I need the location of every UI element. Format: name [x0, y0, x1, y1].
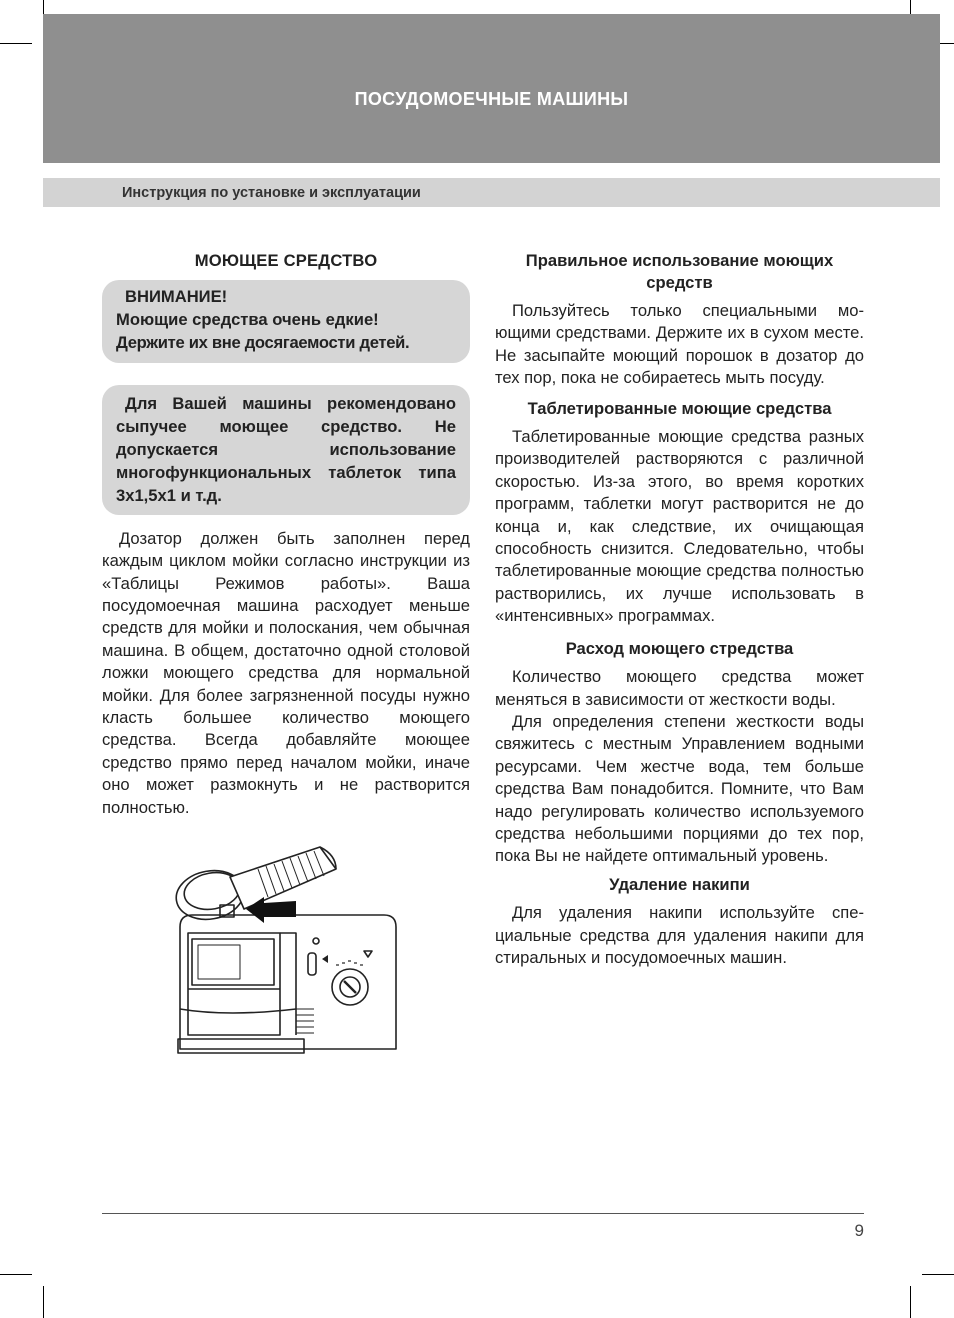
tablets-heading: Таблетированные моющие средства: [527, 398, 832, 418]
dispenser-paragraph: Дозатор должен быть заполнен перед каждым циклом мойки согласно инструкции из «Таблицы Режимов работы». Ваша посудомоечная машина расходует меньше средств для мойки и полоскания, чем обычная машина. В общем, достаточно одной столовой ложки моющего средства для нормальной мойки. Для более загрязненной посуды нужно класть большее количество моющего средства. Всегда добавляйте моющее средство прямо перед началом мойки, иначе оно может размокнуть и не растворится полностью.: [102, 528, 470, 817]
page-number: 9: [854, 1221, 864, 1240]
hardness-paragraph: Для определения степени жесткости воды свяжитесь с местным Управлением водными ресурсами. Чем жестче вода, тем больше средства Вам понадобится. Помните, что Вам надо регулировать количество используемого средства небольшими порциями до тех пор, пока Вы не найдете оптимальный уровень.: [495, 711, 864, 866]
page-header: [43, 14, 940, 163]
warning-title: ВНИМАНИЕ!: [125, 287, 228, 307]
descaling-paragraph: Для удаления накипи используйте специальные средства для удаления накипи для стиральных и посудомоечных машин.: [495, 903, 864, 967]
right-column: [495, 250, 864, 969]
warning-line: Держите их вне досягаемости детей.: [116, 333, 410, 352]
recommendation-box: [102, 385, 470, 515]
detergent-heading: МОЮЩЕЕ СРЕДСТВО: [194, 251, 378, 270]
tablets-paragraph: Таблетированные моющие средства разных производителей растворяются с различной скоростью. Из-за этого, во время коротких программ, таблетки могут растворится не до конца и, как следствие, их очищающая способность снизится. Следовательно, чтобы таблетированные моющие средства полностью растворились, их лучше использовать в «интенсивных» программах.: [495, 427, 864, 626]
warning-box: [102, 280, 470, 362]
footer-divider: [102, 1213, 864, 1214]
crop-mark: [0, 43, 32, 44]
subheader-text: Инструкция по установке и эксплуатации: [122, 185, 421, 201]
consumption-paragraph: Количество моющего средства может меняться в зависимости от жесткости воды.: [495, 667, 864, 709]
proper-use-heading: Правильное использование моющих средств: [525, 251, 834, 292]
header-title: ПОСУДОМОЕЧНЫЕ МАШИНЫ: [354, 89, 629, 109]
crop-mark: [922, 1274, 954, 1275]
subheader-bar: [43, 178, 940, 207]
recommendation-text: Для Вашей машины рекомендовано сыпучее моющее средство. Не допускается использование многофункциональных таблеток типа 3х1,5х1 и т.д.: [116, 393, 456, 505]
crop-mark: [910, 1286, 911, 1318]
warning-line: Моющие средства очень едкие!: [116, 310, 379, 330]
crop-mark: [0, 1274, 32, 1275]
detergent-dispenser-illustration: [168, 839, 468, 1067]
left-column: [102, 250, 470, 1073]
descaling-heading: Удаление накипи: [609, 874, 750, 894]
proper-use-paragraph: Пользуйтесь только специальными моющими средствами. Держите их в сухом месте. Не засыпайте моющий порошок в дозатор до тех пор, пока не собираетесь мыть посуду.: [495, 301, 864, 388]
consumption-heading: Расход моющего стредства: [565, 638, 794, 658]
crop-mark: [43, 1286, 44, 1318]
